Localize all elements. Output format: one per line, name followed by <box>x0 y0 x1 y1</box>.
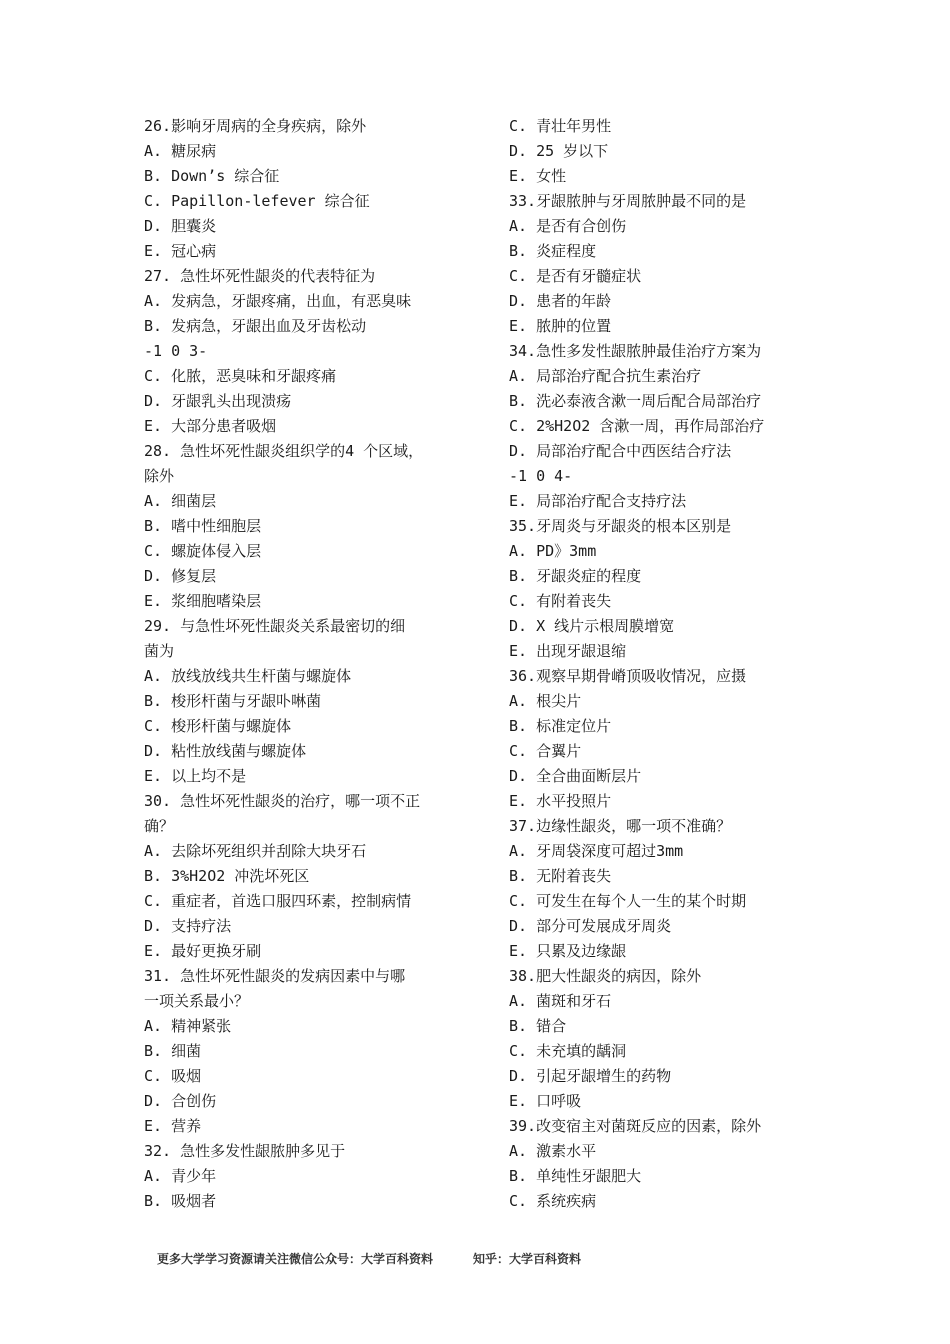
text-line: B. 洗必泰液含漱一周后配合局部治疗 <box>509 392 762 410</box>
text-line: 确？ <box>144 817 175 835</box>
text-line: C. 螺旋体侵入层 <box>144 542 262 560</box>
text-line: A. 牙周袋深度可超过3mm <box>509 842 684 860</box>
text-line: 37.边缘性龈炎，哪一项不准确？ <box>509 817 732 835</box>
text-line: B. 单纯性牙龈肥大 <box>509 1167 642 1185</box>
text-line: C. 合翼片 <box>509 742 582 760</box>
page-number: -1 0 3- <box>144 342 208 360</box>
text-line: C. 化脓，恶臭味和牙龈疼痛 <box>144 367 337 385</box>
text-line: C. 吸烟 <box>144 1067 202 1085</box>
left-column <box>144 114 444 1214</box>
text-line: 32. 急性多发性龈脓肿多见于 <box>144 1142 346 1160</box>
text-line: D. X 线片示根周膜增宽 <box>509 617 675 635</box>
text-line: 34.急性多发性龈脓肿最佳治疗方案为 <box>509 342 762 360</box>
text-line: E. 脓肿的位置 <box>509 317 612 335</box>
text-line: A. 精神紧张 <box>144 1017 232 1035</box>
text-line: E. 浆细胞嗜染层 <box>144 592 262 610</box>
text-line: A. PD》3mm <box>509 542 597 560</box>
text-line: C. 可发生在每个人一生的某个时期 <box>509 892 747 910</box>
text-line: C. 青壮年男性 <box>509 117 612 135</box>
text-line: 30. 急性坏死性龈炎的治疗，哪一项不正 <box>144 792 421 810</box>
text-line: A. 细菌层 <box>144 492 217 510</box>
text-line: D. 修复层 <box>144 567 217 585</box>
page-footer <box>157 1250 581 1267</box>
text-line: A. 放线放线共生杆菌与螺旋体 <box>144 667 352 685</box>
text-line: 31. 急性坏死性龈炎的发病因素中与哪 <box>144 967 406 985</box>
text-line: A. 局部治疗配合抗生素治疗 <box>509 367 702 385</box>
text-line: B. Down’s 综合征 <box>144 167 280 185</box>
text-line: 35.牙周炎与牙龈炎的根本区别是 <box>509 517 732 535</box>
text-line: E. 出现牙龈退缩 <box>509 642 627 660</box>
text-line: E. 大部分患者吸烟 <box>144 417 277 435</box>
text-line: B. 3%H2O2 冲洗坏死区 <box>144 867 310 885</box>
text-line: A. 发病急，牙龈疼痛，出血，有恶臭味 <box>144 292 412 310</box>
text-line: E. 冠心病 <box>144 242 217 260</box>
text-line: E. 女性 <box>509 167 567 185</box>
text-line: E. 以上均不是 <box>144 767 247 785</box>
text-line: D. 部分可发展成牙周炎 <box>509 917 672 935</box>
text-line: B. 错合 <box>509 1017 567 1035</box>
text-line: C. 2%H2O2 含漱一周，再作局部治疗 <box>509 417 765 435</box>
text-line: 38.肥大性龈炎的病因，除外 <box>509 967 702 985</box>
text-line: C. 有附着丧失 <box>509 592 612 610</box>
footer-zhihu-note: 知乎：大学百科资料 <box>473 1252 582 1266</box>
text-line: E. 最好更换牙刷 <box>144 942 262 960</box>
text-line: B. 牙龈炎症的程度 <box>509 567 642 585</box>
text-line: 26.影响牙周病的全身疾病，除外 <box>144 117 367 135</box>
text-line: E. 只累及边缘龈 <box>509 942 627 960</box>
text-line: A. 菌斑和牙石 <box>509 992 612 1010</box>
text-line: E. 局部治疗配合支持疗法 <box>509 492 687 510</box>
text-line: 28. 急性坏死性龈炎组织学的4 个区域， <box>144 442 424 460</box>
text-line: C. 梭形杆菌与螺旋体 <box>144 717 292 735</box>
text-line: A. 青少年 <box>144 1167 217 1185</box>
text-line: B. 发病急，牙龈出血及牙齿松动 <box>144 317 367 335</box>
text-line: D. 支持疗法 <box>144 917 232 935</box>
text-line: A. 是否有合创伤 <box>509 217 627 235</box>
text-line: 33.牙龈脓肿与牙周脓肿最不同的是 <box>509 192 747 210</box>
text-line: D. 引起牙龈增生的药物 <box>509 1067 672 1085</box>
text-line: D. 合创伤 <box>144 1092 217 1110</box>
right-column <box>509 114 809 1214</box>
text-line: E. 口呼吸 <box>509 1092 582 1110</box>
text-line: E. 水平投照片 <box>509 792 612 810</box>
text-line: D. 患者的年龄 <box>509 292 612 310</box>
text-line: A. 糖尿病 <box>144 142 217 160</box>
text-line: D. 25 岁以下 <box>509 142 609 160</box>
text-line: C. Papillon-lefever 综合征 <box>144 192 370 210</box>
text-line: C. 重症者，首选口服四环素，控制病情 <box>144 892 412 910</box>
text-line: D. 牙龈乳头出现溃疡 <box>144 392 292 410</box>
text-line: A. 激素水平 <box>509 1142 597 1160</box>
text-line: B. 炎症程度 <box>509 242 597 260</box>
text-line: C. 未充填的龋洞 <box>509 1042 627 1060</box>
text-line: 39.改变宿主对菌斑反应的因素，除外 <box>509 1117 762 1135</box>
text-line: B. 细菌 <box>144 1042 202 1060</box>
text-line: B. 标准定位片 <box>509 717 612 735</box>
text-line: 菌为 <box>144 642 175 660</box>
text-line: D. 胆囊炎 <box>144 217 217 235</box>
text-line: B. 梭形杆菌与牙龈卟啉菌 <box>144 692 322 710</box>
text-line: C. 系统疾病 <box>509 1192 597 1210</box>
text-line: B. 嗜中性细胞层 <box>144 517 262 535</box>
text-line: D. 粘性放线菌与螺旋体 <box>144 742 307 760</box>
text-line: C. 是否有牙髓症状 <box>509 267 642 285</box>
text-line: 除外 <box>144 467 175 485</box>
text-line: 29. 与急性坏死性龈炎关系最密切的细 <box>144 617 406 635</box>
text-line: D. 局部治疗配合中西医结合疗法 <box>509 442 732 460</box>
text-line: B. 吸烟者 <box>144 1192 217 1210</box>
text-line: A. 去除坏死组织并刮除大块牙石 <box>144 842 367 860</box>
text-line: E. 营养 <box>144 1117 202 1135</box>
text-line: B. 无附着丧失 <box>509 867 612 885</box>
text-line: D. 全合曲面断层片 <box>509 767 642 785</box>
text-line: 27. 急性坏死性龈炎的代表特征为 <box>144 267 376 285</box>
text-line: 36.观察早期骨嵴顶吸收情况，应摄 <box>509 667 747 685</box>
footer-wechat-note: 更多大学学习资源请关注微信公众号：大学百科资料 <box>157 1252 434 1266</box>
text-line: 一项关系最小？ <box>144 992 250 1010</box>
page-number: -1 0 4- <box>509 467 573 485</box>
text-line: A. 根尖片 <box>509 692 582 710</box>
